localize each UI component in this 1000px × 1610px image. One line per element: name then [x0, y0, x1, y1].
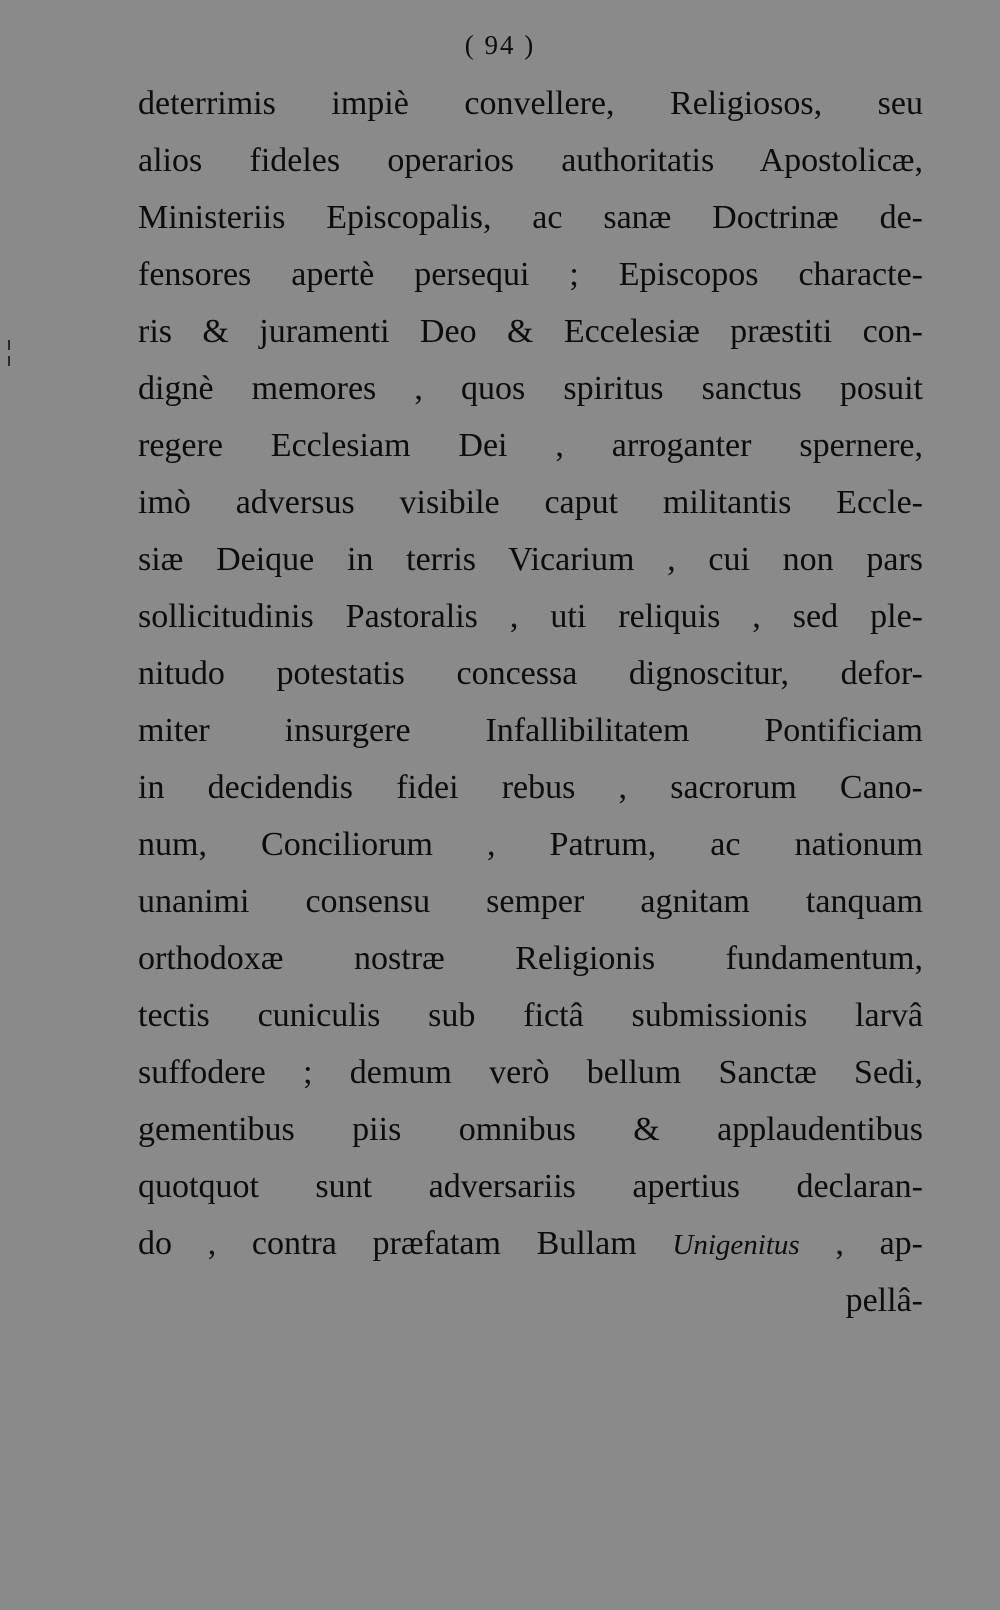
text-line: num, Conciliorum , Patrum, ac nationum	[138, 826, 923, 863]
catchword: pellâ-	[845, 1282, 923, 1319]
bull-title: Unigenitus	[672, 1229, 800, 1261]
text-line: alios fideles operarios authoritatis Apostolicæ,	[138, 142, 923, 179]
text-line: in decidendis fidei rebus , sacrorum Cano-	[138, 769, 923, 806]
text-line-last	[138, 1215, 923, 1272]
text-line: gementibus piis omnibus & applaudentibus	[138, 1111, 923, 1148]
text-line: suffodere ; demum verò bellum Sanctæ Sedi,	[138, 1054, 923, 1091]
text-line: ris & juramenti Deo & Eccelesiæ præstiti con-	[138, 313, 923, 350]
text-line: fensores apertè persequi ; Episcopos characte-	[138, 256, 923, 293]
text-line: unanimi consensu semper agnitam tanquam	[138, 883, 923, 920]
text-line: tectis cuniculis sub fictâ submissionis larvâ	[138, 997, 923, 1034]
page-number: ( 94 )	[464, 30, 536, 60]
text-line: dignè memores , quos spiritus sanctus posuit	[138, 370, 923, 407]
text-line: sollicitudinis Pastoralis , uti reliquis , sed ple-	[138, 598, 923, 635]
text-line: orthodoxæ nostræ Religionis fundamentum,	[138, 940, 923, 977]
text-line: deterrimis impiè convellere, Religiosos, seu	[138, 85, 923, 122]
last-line-end: , ap-	[835, 1225, 924, 1262]
text-line: imò adversus visibile caput militantis Eccle-	[138, 484, 923, 521]
body-text	[138, 75, 923, 1329]
margin-marks	[8, 340, 11, 372]
last-line-start: do , contra præfatam Bullam	[138, 1225, 637, 1262]
text-line: Ministeriis Episcopalis, ac sanæ Doctrinæ de-	[138, 199, 923, 236]
text-line: regere Ecclesiam Dei , arroganter spernere,	[138, 427, 923, 464]
text-line: quotquot sunt adversariis apertius declaran-	[138, 1168, 923, 1205]
text-line: miter insurgere Infallibilitatem Pontificiam	[138, 712, 923, 749]
text-line: siæ Deique in terris Vicarium , cui non pars	[138, 541, 923, 578]
text-line: nitudo potestatis concessa dignoscitur, defor-	[138, 655, 923, 692]
